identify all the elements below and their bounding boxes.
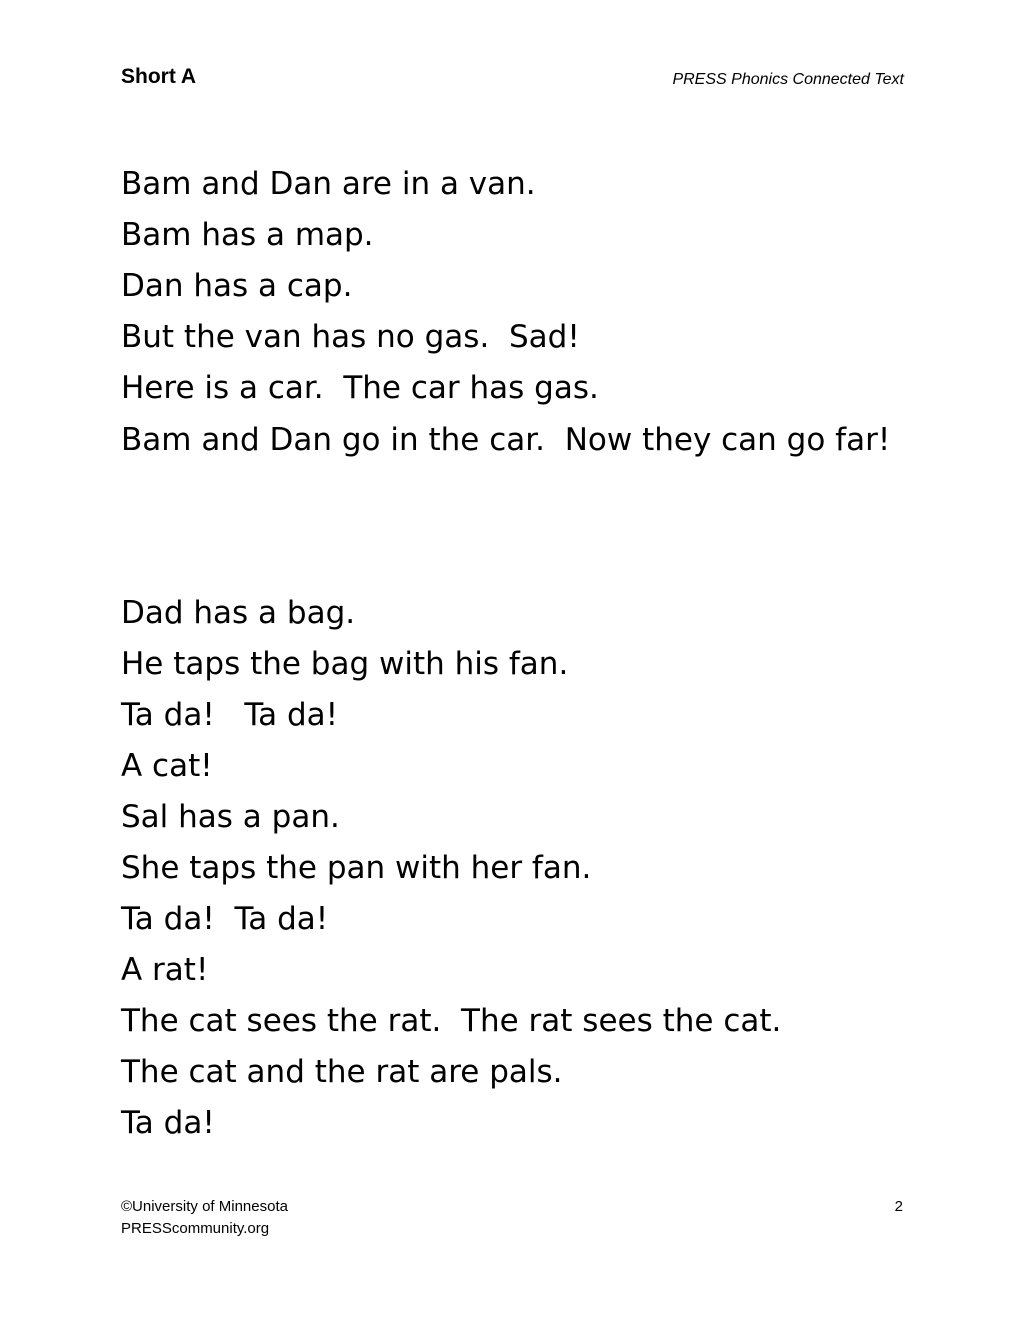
page-subtitle: PRESS Phonics Connected Text: [672, 71, 904, 88]
page-number: 2: [894, 1198, 903, 1215]
story-line: The cat sees the rat. The rat sees the cat.: [121, 1003, 782, 1039]
story-line: Ta da! Ta da!: [121, 901, 329, 937]
story-line: Sal has a pan.: [121, 799, 340, 835]
story-line: Ta da!: [121, 1105, 215, 1141]
story-line: He taps the bag with his fan.: [121, 646, 569, 682]
story-line: Here is a car. The car has gas.: [121, 370, 599, 406]
website-text: PRESScommunity.org: [121, 1220, 270, 1237]
story-line: Ta da! Ta da!: [121, 697, 339, 733]
story-line: Dan has a cap.: [121, 268, 353, 304]
page-title: Short A: [121, 65, 197, 88]
copyright-text: ©University of Minnesota: [121, 1198, 288, 1215]
story-line: Bam and Dan go in the car. Now they can go far!: [121, 422, 891, 458]
story-line: She taps the pan with her fan.: [121, 850, 592, 886]
story-line: A rat!: [121, 952, 209, 988]
footer-credits: [121, 1196, 288, 1240]
story-short-a-van: [121, 159, 911, 460]
story-line: Bam has a map.: [121, 217, 374, 253]
story-short-a-ta-da: [121, 588, 911, 1149]
story-line: A cat!: [121, 748, 213, 784]
story-line: Dad has a bag.: [121, 595, 356, 631]
story-line: The cat and the rat are pals.: [121, 1054, 563, 1090]
story-line: Bam and Dan are in a van.: [121, 166, 536, 202]
story-line: But the van has no gas. Sad!: [121, 319, 580, 355]
